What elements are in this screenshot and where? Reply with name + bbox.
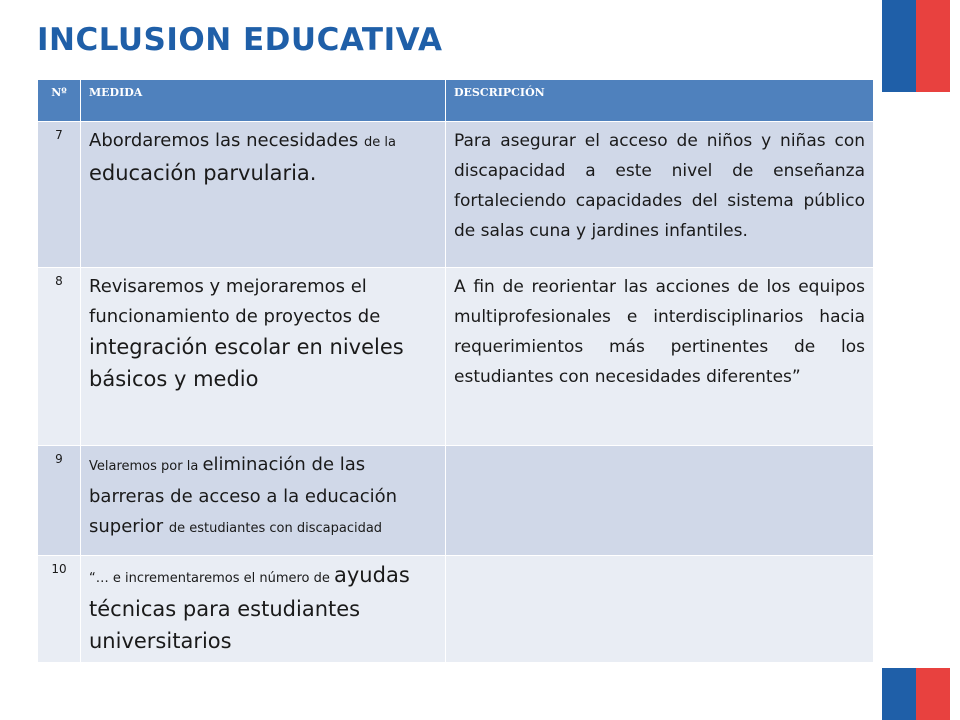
row-medida bbox=[81, 446, 446, 556]
row-descripcion bbox=[446, 446, 874, 556]
measures-table bbox=[37, 79, 874, 663]
table-row bbox=[38, 446, 874, 556]
medida-text: educación parvularia. bbox=[89, 161, 317, 185]
row-number: 9 bbox=[38, 446, 81, 556]
flag-blue-stripe bbox=[882, 668, 916, 720]
medida-text: “… e incrementaremos el número de bbox=[89, 571, 335, 586]
row-number: 10 bbox=[38, 556, 81, 663]
row-medida bbox=[81, 268, 446, 446]
flag-red-stripe bbox=[916, 668, 950, 720]
table-row bbox=[38, 122, 874, 268]
medida-text: de la bbox=[364, 135, 397, 150]
row-number: 7 bbox=[38, 122, 81, 268]
chile-flag-logo-top bbox=[882, 0, 950, 92]
header-num: Nº bbox=[38, 80, 81, 122]
row-number: 8 bbox=[38, 268, 81, 446]
row-descripcion: A fin de reorientar las acciones de los equipos multiprofesionales e interdisciplinarios hacia requerimientos más pertinentes de los estudiantes con necesidades diferentes” bbox=[446, 268, 874, 446]
medida-text: Revisaremos y mejoraremos el funcionamiento de proyectos de bbox=[89, 276, 381, 327]
medida-text: de estudiantes con discapacidad bbox=[168, 521, 383, 536]
medida-text: Velaremos por la bbox=[89, 459, 203, 474]
medida-text: eliminación de las barreras de acceso a la educación superior bbox=[89, 454, 398, 537]
page-title: INCLUSION EDUCATIVA bbox=[37, 22, 443, 58]
medida-text: Abordaremos las necesidades bbox=[89, 130, 365, 151]
table-row bbox=[38, 556, 874, 663]
row-descripcion: Para asegurar el acceso de niños y niñas con discapacidad a este nivel de enseñanza fortaleciendo capacidades del sistema público de salas cuna y jardines infantiles. bbox=[446, 122, 874, 268]
row-descripcion bbox=[446, 556, 874, 663]
row-medida bbox=[81, 556, 446, 663]
medida-text: integración escolar en niveles básicos y medio bbox=[89, 335, 404, 391]
table-row bbox=[38, 268, 874, 446]
header-medida: MEDIDA bbox=[81, 80, 446, 122]
table-header-row bbox=[38, 80, 874, 122]
medida-text: ayudas técnicas para estudiantes universitarios bbox=[89, 563, 410, 653]
flag-red-stripe bbox=[916, 0, 950, 92]
flag-blue-stripe bbox=[882, 0, 916, 92]
header-descripcion: DESCRIPCIÓN bbox=[446, 80, 874, 122]
chile-flag-logo-bottom bbox=[882, 668, 950, 720]
row-medida bbox=[81, 122, 446, 268]
